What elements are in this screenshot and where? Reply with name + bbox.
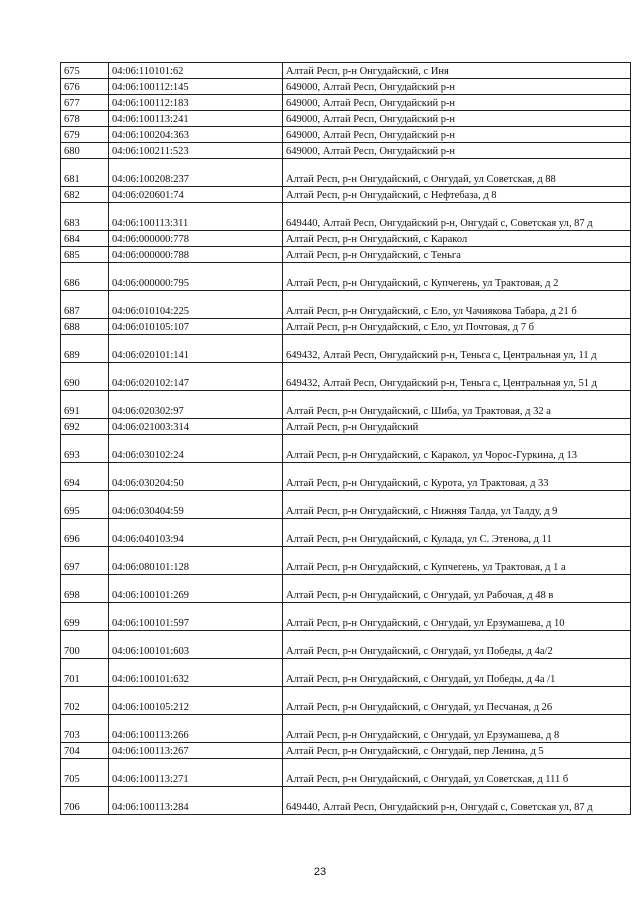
row-number-cell: 686 bbox=[61, 263, 109, 291]
table-row bbox=[61, 491, 631, 519]
address-cell: 649440, Алтай Респ, Онгудайский р-н, Онгудай с, Советская ул, 87 д bbox=[283, 787, 631, 815]
row-number-cell: 676 bbox=[61, 79, 109, 95]
table-row bbox=[61, 715, 631, 743]
row-number-cell: 706 bbox=[61, 787, 109, 815]
cadastral-number-cell: 04:06:100113:284 bbox=[109, 787, 283, 815]
address-cell: 649432, Алтай Респ, Онгудайский р-н, Теньга с, Центральная ул, 11 д bbox=[283, 335, 631, 363]
cadastral-number-cell: 04:06:030404:59 bbox=[109, 491, 283, 519]
row-number-cell: 683 bbox=[61, 203, 109, 231]
table-row bbox=[61, 363, 631, 391]
table-row bbox=[61, 95, 631, 111]
address-cell: Алтай Респ, р-н Онгудайский, с Онгудай, пер Ленина, д 5 bbox=[283, 743, 631, 759]
address-cell: Алтай Респ, р-н Онгудайский, с Кулада, ул С. Этенова, д 11 bbox=[283, 519, 631, 547]
table-row bbox=[61, 575, 631, 603]
row-number-cell: 702 bbox=[61, 687, 109, 715]
row-number-cell: 695 bbox=[61, 491, 109, 519]
row-number-cell: 677 bbox=[61, 95, 109, 111]
row-number-cell: 703 bbox=[61, 715, 109, 743]
address-cell: 649000, Алтай Респ, Онгудайский р-н bbox=[283, 111, 631, 127]
address-cell: Алтай Респ, р-н Онгудайский, с Онгудай, ул Советская, д 88 bbox=[283, 159, 631, 187]
cadastral-number-cell: 04:06:110101:62 bbox=[109, 63, 283, 79]
address-cell: Алтай Респ, р-н Онгудайский, с Теньга bbox=[283, 247, 631, 263]
table-row bbox=[61, 111, 631, 127]
address-cell: Алтай Респ, р-н Онгудайский, с Каракол, ул Чорос-Гуркина, д 13 bbox=[283, 435, 631, 463]
table-row bbox=[61, 247, 631, 263]
cadastral-number-cell: 04:06:030102:24 bbox=[109, 435, 283, 463]
cadastral-number-cell: 04:06:100208:237 bbox=[109, 159, 283, 187]
cadastral-number-cell: 04:06:020102:147 bbox=[109, 363, 283, 391]
table-row bbox=[61, 463, 631, 491]
address-cell: Алтай Респ, р-н Онгудайский, с Купчегень, ул Трактовая, д 2 bbox=[283, 263, 631, 291]
table-row bbox=[61, 743, 631, 759]
row-number-cell: 696 bbox=[61, 519, 109, 547]
table-row bbox=[61, 603, 631, 631]
address-cell: Алтай Респ, р-н Онгудайский, с Онгудай, ул Советская, д 111 б bbox=[283, 759, 631, 787]
row-number-cell: 697 bbox=[61, 547, 109, 575]
table-row bbox=[61, 419, 631, 435]
row-number-cell: 699 bbox=[61, 603, 109, 631]
row-number-cell: 691 bbox=[61, 391, 109, 419]
cadastral-number-cell: 04:06:100113:267 bbox=[109, 743, 283, 759]
row-number-cell: 675 bbox=[61, 63, 109, 79]
table-row bbox=[61, 143, 631, 159]
table-row bbox=[61, 391, 631, 419]
table-row bbox=[61, 79, 631, 95]
address-cell: Алтай Респ, р-н Онгудайский, с Онгудай, ул Победы, д 4а/2 bbox=[283, 631, 631, 659]
table-row bbox=[61, 263, 631, 291]
table-body bbox=[61, 63, 631, 815]
cadastral-number-cell: 04:06:000000:788 bbox=[109, 247, 283, 263]
address-cell: Алтай Респ, р-н Онгудайский, с Ело, ул Почтовая, д 7 б bbox=[283, 319, 631, 335]
cadastral-number-cell: 04:06:100112:145 bbox=[109, 79, 283, 95]
cadastral-number-cell: 04:06:010104:225 bbox=[109, 291, 283, 319]
table-row bbox=[61, 335, 631, 363]
cadastral-number-cell: 04:06:040103:94 bbox=[109, 519, 283, 547]
cadastral-number-cell: 04:06:100113:311 bbox=[109, 203, 283, 231]
address-cell: 649000, Алтай Респ, Онгудайский р-н bbox=[283, 95, 631, 111]
row-number-cell: 694 bbox=[61, 463, 109, 491]
address-cell: 649000, Алтай Респ, Онгудайский р-н bbox=[283, 127, 631, 143]
cadastral-number-cell: 04:06:020601:74 bbox=[109, 187, 283, 203]
row-number-cell: 685 bbox=[61, 247, 109, 263]
row-number-cell: 687 bbox=[61, 291, 109, 319]
table-row bbox=[61, 159, 631, 187]
row-number-cell: 689 bbox=[61, 335, 109, 363]
address-cell: Алтай Респ, р-н Онгудайский, с Иня bbox=[283, 63, 631, 79]
row-number-cell: 693 bbox=[61, 435, 109, 463]
cadastral-number-cell: 04:06:000000:795 bbox=[109, 263, 283, 291]
cadastral-number-cell: 04:06:020101:141 bbox=[109, 335, 283, 363]
row-number-cell: 678 bbox=[61, 111, 109, 127]
address-cell: 649000, Алтай Респ, Онгудайский р-н bbox=[283, 79, 631, 95]
cadastral-number-cell: 04:06:100112:183 bbox=[109, 95, 283, 111]
cadastral-number-cell: 04:06:100101:603 bbox=[109, 631, 283, 659]
page-number: 23 bbox=[313, 866, 327, 878]
table-row bbox=[61, 203, 631, 231]
row-number-cell: 682 bbox=[61, 187, 109, 203]
address-cell: 649440, Алтай Респ, Онгудайский р-н, Онгудай с, Советская ул, 87 д bbox=[283, 203, 631, 231]
address-cell: Алтай Респ, р-н Онгудайский, с Онгудай, ул Песчаная, д 26 bbox=[283, 687, 631, 715]
cadastral-number-cell: 04:06:100101:632 bbox=[109, 659, 283, 687]
address-cell: 649000, Алтай Респ, Онгудайский р-н bbox=[283, 143, 631, 159]
address-cell: Алтай Респ, р-н Онгудайский, с Ело, ул Чачиякова Табара, д 21 б bbox=[283, 291, 631, 319]
cadastral-number-cell: 04:06:000000:778 bbox=[109, 231, 283, 247]
address-cell: Алтай Респ, р-н Онгудайский, с Нефтебаза, д 8 bbox=[283, 187, 631, 203]
address-cell: Алтай Респ, р-н Онгудайский, с Курота, ул Трактовая, д 33 bbox=[283, 463, 631, 491]
table-row bbox=[61, 787, 631, 815]
address-cell: Алтай Респ, р-н Онгудайский bbox=[283, 419, 631, 435]
table-row bbox=[61, 435, 631, 463]
table-row bbox=[61, 291, 631, 319]
cadastral-number-cell: 04:06:030204:50 bbox=[109, 463, 283, 491]
row-number-cell: 692 bbox=[61, 419, 109, 435]
property-registry-table bbox=[60, 62, 631, 815]
table-row bbox=[61, 187, 631, 203]
table-row bbox=[61, 319, 631, 335]
row-number-cell: 681 bbox=[61, 159, 109, 187]
address-cell: Алтай Респ, р-н Онгудайский, с Каракол bbox=[283, 231, 631, 247]
table-row bbox=[61, 659, 631, 687]
address-cell: 649432, Алтай Респ, Онгудайский р-н, Теньга с, Центральная ул, 51 д bbox=[283, 363, 631, 391]
cadastral-number-cell: 04:06:100101:269 bbox=[109, 575, 283, 603]
table-row bbox=[61, 519, 631, 547]
cadastral-number-cell: 04:06:020302:97 bbox=[109, 391, 283, 419]
address-cell: Алтай Респ, р-н Онгудайский, с Онгудай, ул Ерзумашева, д 8 bbox=[283, 715, 631, 743]
row-number-cell: 701 bbox=[61, 659, 109, 687]
address-cell: Алтай Респ, р-н Онгудайский, с Онгудай, ул Рабочая, д 48 в bbox=[283, 575, 631, 603]
table-row bbox=[61, 687, 631, 715]
row-number-cell: 705 bbox=[61, 759, 109, 787]
address-cell: Алтай Респ, р-н Онгудайский, с Нижняя Талда, ул Талду, д 9 bbox=[283, 491, 631, 519]
cadastral-number-cell: 04:06:100204:363 bbox=[109, 127, 283, 143]
cadastral-number-cell: 04:06:100113:271 bbox=[109, 759, 283, 787]
cadastral-number-cell: 04:06:100105:212 bbox=[109, 687, 283, 715]
row-number-cell: 680 bbox=[61, 143, 109, 159]
address-cell: Алтай Респ, р-н Онгудайский, с Шиба, ул Трактовая, д 32 а bbox=[283, 391, 631, 419]
table-row bbox=[61, 63, 631, 79]
table-row bbox=[61, 631, 631, 659]
cadastral-number-cell: 04:06:021003:314 bbox=[109, 419, 283, 435]
row-number-cell: 684 bbox=[61, 231, 109, 247]
cadastral-number-cell: 04:06:100101:597 bbox=[109, 603, 283, 631]
address-cell: Алтай Респ, р-н Онгудайский, с Онгудай, ул Ерзумашева, д 10 bbox=[283, 603, 631, 631]
cadastral-number-cell: 04:06:100113:266 bbox=[109, 715, 283, 743]
cadastral-number-cell: 04:06:080101:128 bbox=[109, 547, 283, 575]
row-number-cell: 679 bbox=[61, 127, 109, 143]
row-number-cell: 698 bbox=[61, 575, 109, 603]
table-row bbox=[61, 547, 631, 575]
cadastral-number-cell: 04:06:100211:523 bbox=[109, 143, 283, 159]
address-cell: Алтай Респ, р-н Онгудайский, с Купчегень, ул Трактовая, д 1 а bbox=[283, 547, 631, 575]
table-row bbox=[61, 231, 631, 247]
row-number-cell: 688 bbox=[61, 319, 109, 335]
row-number-cell: 704 bbox=[61, 743, 109, 759]
cadastral-number-cell: 04:06:010105:107 bbox=[109, 319, 283, 335]
row-number-cell: 690 bbox=[61, 363, 109, 391]
table-row bbox=[61, 127, 631, 143]
address-cell: Алтай Респ, р-н Онгудайский, с Онгудай, ул Победы, д 4а /1 bbox=[283, 659, 631, 687]
cadastral-number-cell: 04:06:100113:241 bbox=[109, 111, 283, 127]
row-number-cell: 700 bbox=[61, 631, 109, 659]
table-row bbox=[61, 759, 631, 787]
